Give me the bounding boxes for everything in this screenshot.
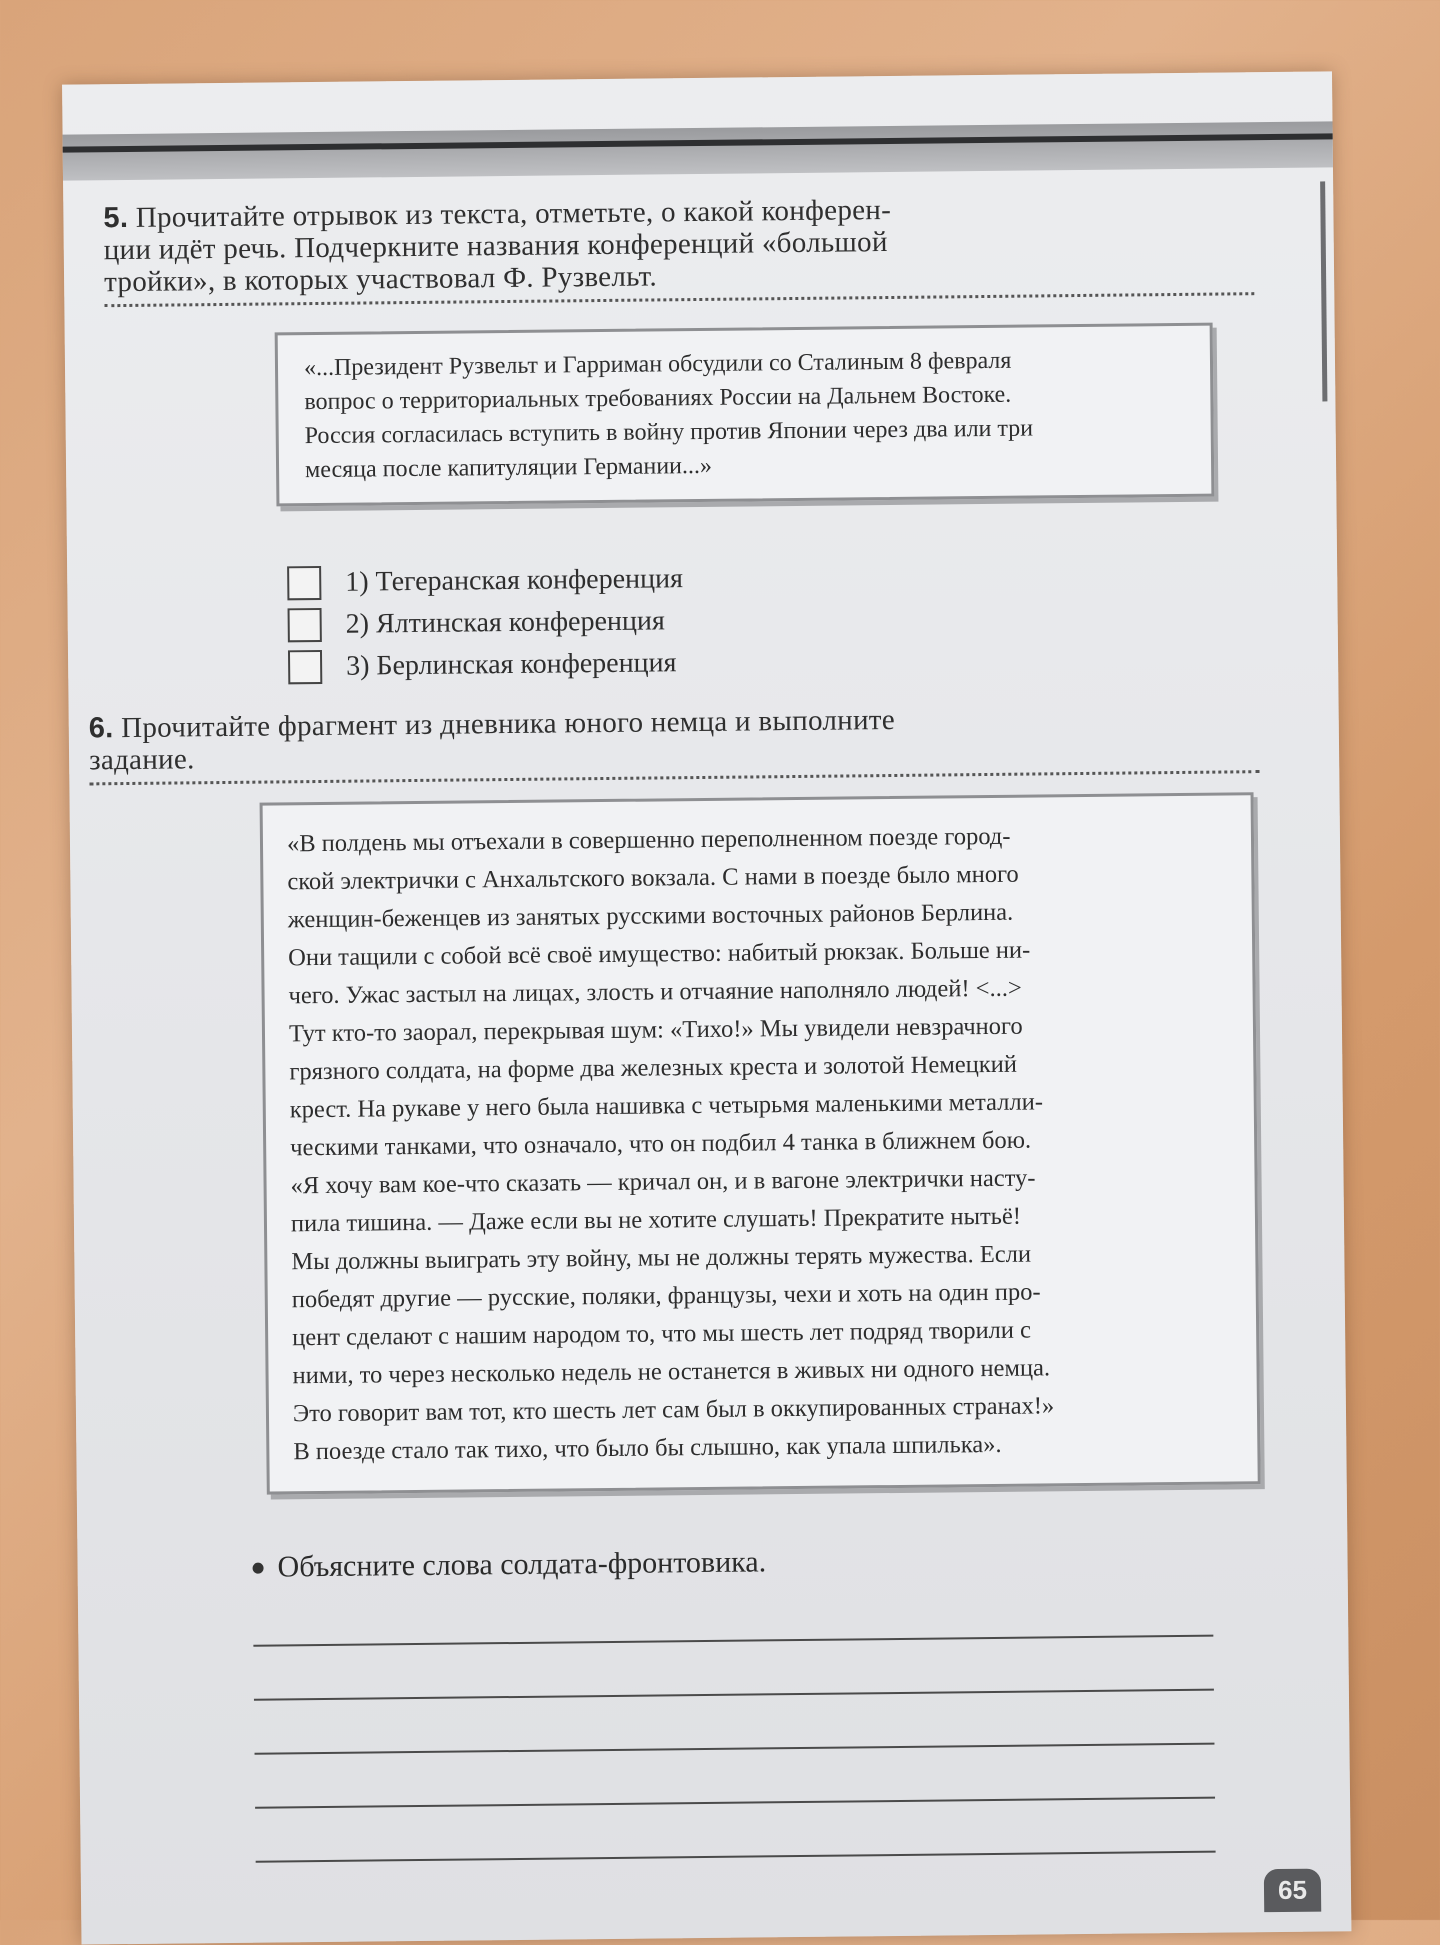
answer-line[interactable]: [256, 1851, 1216, 1863]
option-label: 1) Тегеранская конференция: [345, 563, 684, 598]
option-checkbox[interactable]: [287, 566, 321, 600]
task-5-title-line-2: ции идёт речь. Подчеркните названия конференций «большой: [103, 226, 888, 267]
quote-line: Мы должны выиграть эту войну, мы не должны терять мужества. Если: [291, 1240, 1032, 1276]
option-yalta[interactable]: [287, 600, 683, 646]
quote-line: пила тишина. — Даже если вы не хотите слушать! Прекратите нытьё!: [290, 1202, 1022, 1238]
option-label: 3) Берлинская конференция: [345, 647, 677, 682]
option-checkbox[interactable]: [288, 608, 322, 642]
answer-line[interactable]: [253, 1635, 1213, 1647]
task-6-question-text: Объясните слова солдата-фронтовика.: [277, 1545, 767, 1584]
task-5-quote-box: [275, 323, 1215, 507]
header-band: [63, 121, 1333, 180]
answer-line[interactable]: [255, 1743, 1215, 1755]
task-6-title-line-1: Прочитайте фрагмент из дневника юного немца и выполните: [120, 703, 896, 745]
quote-line: грязного солдата, на форме два железных креста и золотой Немецкий: [289, 1050, 1018, 1086]
quote-line: месяца после капитуляции Германии...»: [304, 452, 713, 484]
option-berlin[interactable]: [288, 642, 684, 688]
bullet-icon: [253, 1562, 264, 1573]
task-6-number: 6.: [88, 712, 114, 745]
quote-line: ской электрички с Анхальтского вокзала. С нами в поезде было много: [287, 860, 1019, 896]
quote-line: «Я хочу вам кое-что сказать — кричал он, и в вагоне электрички насту-: [290, 1164, 1036, 1200]
task-6-quote-box: [260, 792, 1261, 1494]
option-tehran[interactable]: [287, 558, 683, 604]
quote-line: Россия согласилась вступить в войну против Японии через два или три: [304, 415, 1034, 450]
task-5-options: [287, 558, 684, 688]
quote-line: В поезде стало так тихо, что было бы слышно, как упала шпилька».: [293, 1430, 1002, 1466]
answer-line[interactable]: [255, 1797, 1215, 1809]
option-checkbox[interactable]: [288, 650, 322, 684]
quote-line: чего. Ужас застыл на лицах, злость и отчаяние наполняло людей! <...>: [288, 974, 1022, 1010]
workbook-page: [62, 71, 1351, 1944]
quote-line: вопрос о территориальных требованиях России на Дальнем Востоке.: [304, 381, 1012, 416]
task-5-title: [103, 190, 1254, 298]
quote-line: ними, то через несколько недель не останется в живых ни одного немца.: [292, 1354, 1051, 1390]
task-6: [89, 700, 1260, 785]
quote-line: цент сделают с нашим народом то, что мы шесть лет подряд творили с: [292, 1316, 1032, 1352]
quote-line: «...Президент Рузвельт и Гарриман обсудили со Сталиным 8 февраля: [303, 347, 1012, 382]
task-6-title: [89, 700, 1260, 776]
task-5-number: 5.: [103, 201, 129, 235]
task-6-question: [252, 1545, 766, 1584]
quote-line: «В полдень мы отъехали в совершенно переполненном поезде город-: [286, 822, 1011, 858]
task-5-title-line-1: Прочитайте отрывок из текста, отметьте, о какой конферен-: [135, 193, 892, 234]
answer-line[interactable]: [254, 1689, 1214, 1701]
task-6-title-line-2: задание.: [88, 743, 195, 777]
quote-line: женщин-беженцев из занятых русскими восточных районов Берлина.: [287, 898, 1014, 934]
task-5-title-line-3: тройки», в которых участвовал Ф. Рузвельт.: [103, 260, 658, 299]
edge-mark: [1320, 181, 1327, 401]
page-number: 65: [1264, 1869, 1321, 1913]
task-5: [103, 190, 1254, 307]
quote-line: Они тащили с собой всё своё имущество: набитый рюкзак. Больше ни-: [288, 936, 1031, 972]
quote-line: победят другие — русские, поляки, французы, чехи и хоть на один про-: [291, 1278, 1041, 1314]
quote-line: Тут кто-то заорал, перекрывая шум: «Тихо!» Мы увидели невзрачного: [288, 1012, 1023, 1048]
option-label: 2) Ялтинская конференция: [345, 605, 665, 640]
quote-line: ческими танками, что означало, что он подбил 4 танка в ближнем бою.: [290, 1126, 1032, 1162]
quote-line: крест. На рукаве у него была нашивка с четырьмя маленькими металли-: [289, 1088, 1044, 1124]
quote-line: Это говорит вам тот, кто шесть лет сам был в оккупированных странах!»: [292, 1392, 1055, 1428]
